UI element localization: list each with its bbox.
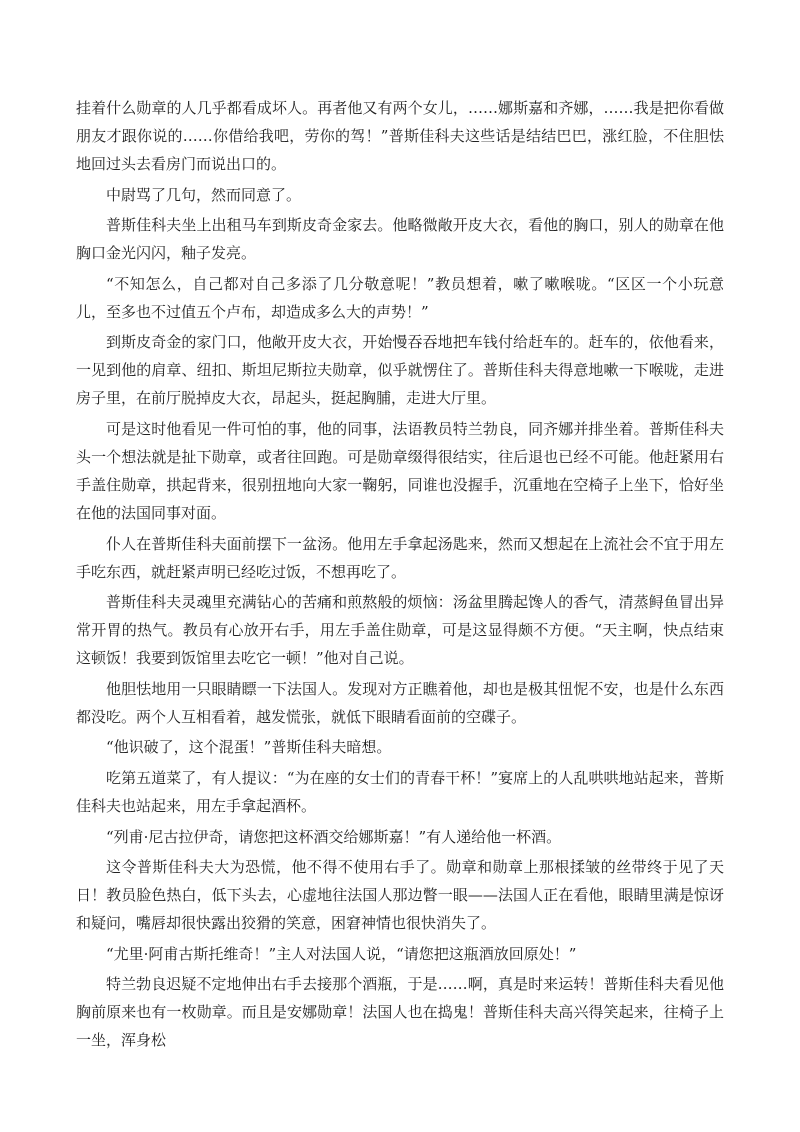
paragraph-14: “尤里·阿甫古斯托维奇！”主人对法国人说，“请您把这瓶酒放回原处！” (106, 944, 577, 963)
paragraph-13: 这令普斯佳科夫大为恐慌，他不得不使用右手了。勋章和勋章上那根揉皱的丝带终于见了天日！教员脸色热白，低下头去，心虚地往法国人那边瞥一眼——法国人正在看他，眼睛里满是惊讶和疑问，嘴唇却很快露出狡猾的笑意，困窘神情也很快消失了。 (76, 858, 724, 933)
document-page (76, 94, 724, 1057)
paragraph-4: “不知怎么，自己都对自己多添了几分敬意呢！”教员想着，嗽了嗽喉咙。“区区一个小玩意儿，至多也不过值五个卢布，却造成多么大的声势！” (76, 274, 724, 321)
paragraph-12: “列甫·尼古拉伊奇，请您把这杯酒交给娜斯嘉！”有人递给他一杯酒。 (106, 827, 562, 846)
paragraph-6: 可是这时他看见一件可怕的事，他的同事，法语教员特兰勃良，同齐娜并排坐着。普斯佳科夫头一个想法就是扯下勋章，或者往回跑。可是勋章缀得很结实，往后退也已经不可能。他赶紧用右手盖住勋章，拱起背来，很别扭地向大家一鞠躬，同谁也没握手，沉重地在空椅子上坐下，恰好坐在他的法国同事对面。 (76, 419, 724, 522)
paragraph-8: 普斯佳科夫灵魂里充满钻心的苦痛和煎熬般的烦恼：汤盆里腾起馋人的香气，清蒸鲟鱼冒出异常开胃的热气。教员有心放开右手，用左手盖住勋章，可是这显得颇不方便。“天主啊，快点结束这顿饭！我要到饭馆里去吃它一顿！”他对自己说。 (76, 593, 724, 668)
paragraph-3: 普斯佳科夫坐上出租马车到斯皮奇金家去。他略微敞开皮大衣，看他的胸口，别人的勋章在他胸口金光闪闪，釉子发亮。 (76, 216, 724, 263)
paragraph-15: 特兰勃良迟疑不定地伸出右手去接那个酒瓶，于是……啊，真是时来运转！普斯佳科夫看见他胸前原来也有一枚勋章。而且是安娜勋章！法国人也在捣鬼！普斯佳科夫高兴得笑起来，往椅子上一坐，浑身松 (76, 975, 724, 1050)
paragraph-10: “他识破了，这个混蛋！”普斯佳科夫暗想。 (106, 738, 392, 757)
paragraph-9: 他胆怯地用一只眼睛瞟一下法国人。发现对方正瞧着他，却也是极其忸怩不安，也是什么东西都没吃。两个人互相看着，越发慌张，就低下眼睛看面前的空碟子。 (76, 679, 724, 726)
paragraph-5: 到斯皮奇金的家门口，他敞开皮大衣，开始慢吞吞地把车钱付给赶车的。赶车的，依他看来，一见到他的肩章、纽扣、斯坦尼斯拉夫勋章，似乎就愣住了。普斯佳科夫得意地嗽一下喉咙，走进房子里，在前厅脱掉皮大衣，昂起头，挺起胸脯，走进大厅里。 (76, 333, 724, 408)
paragraph-2: 中尉骂了几句，然而同意了。 (106, 185, 302, 204)
paragraph-7: 仆人在普斯佳科夫面前摆下一盆汤。他用左手拿起汤匙来，然而又想起在上流社会不宜于用左手吃东西，就赶紧声明已经吃过饭，不想再吃了。 (76, 534, 724, 581)
paragraph-11: 吃第五道菜了，有人提议：“为在座的女士们的青春干杯！”宴席上的人乱哄哄地站起来，普斯佳科夫也站起来，用左手拿起酒杯。 (76, 768, 724, 815)
paragraph-1: 挂着什么勋章的人几乎都看成坏人。再者他又有两个女儿，……娜斯嘉和齐娜，……我是把你看做朋友才跟你说的……你借给我吧，劳你的驾！”普斯佳科夫这些话是结结巴巴，涨红脸，不住胆怯地回过头去看房门而说出口的。 (76, 99, 724, 173)
